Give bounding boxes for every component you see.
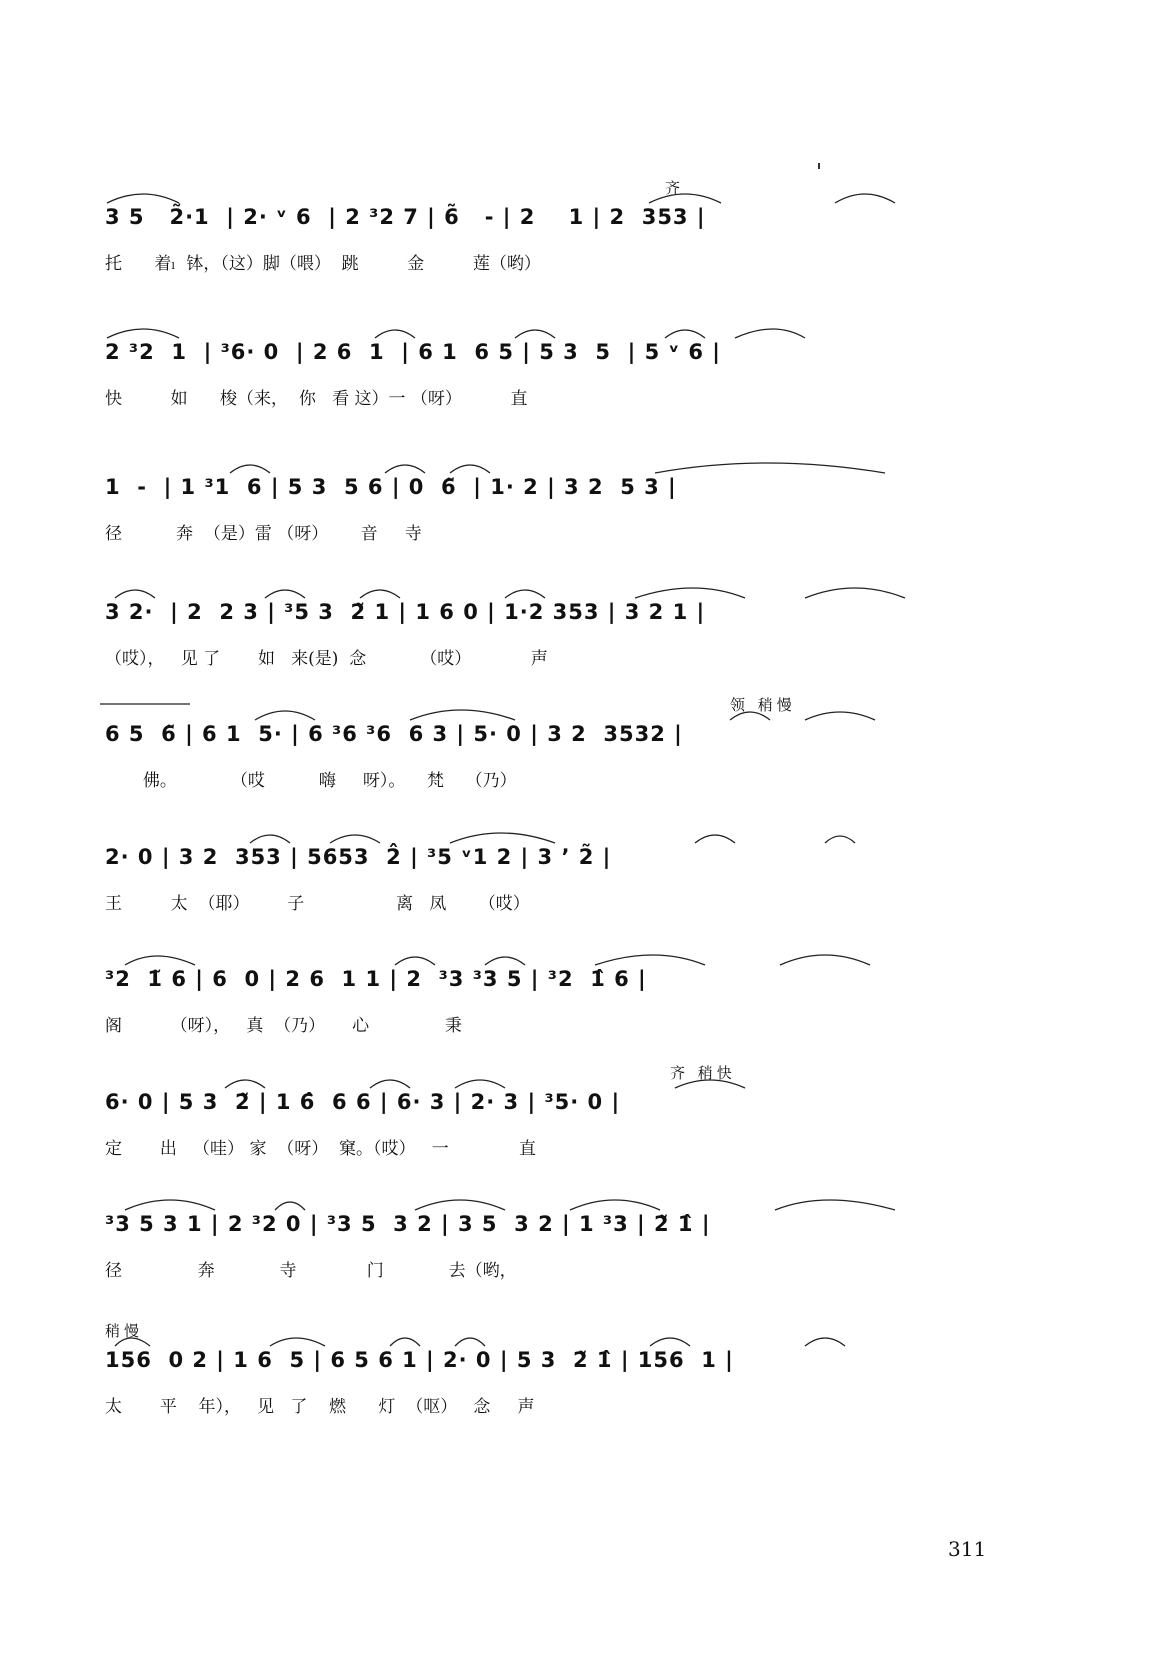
lyrics: 定 出 （哇） 家 （呀） 窠。（哎） 一 直: [105, 1139, 537, 1159]
jianpu-notes: ³3 5 3 1 | 2 ³2 0 | ³3 5 3 2 | 3 5 3 2 | 1 ³3 | 2̃ 1̂ |: [105, 1212, 711, 1236]
lyrics: 太 平 年）， 见 了 燃 灯 （呕） 念 声: [105, 1397, 535, 1417]
staff-line-3: [105, 475, 995, 595]
jianpu-notes: ³2 1̃ 6 | 6 0 | 2 6 1 1 | 2 ³3 ³3 5 | ³2 1̂ 6 |: [105, 967, 647, 991]
performance-mark: 稍慢: [105, 1322, 144, 1340]
slur-marks: [105, 318, 995, 342]
jianpu-notes: 3 2· | 2 2 3 | ³5 3 2̃ 1 | 1 6 0 | 1·2 353 | 3 2 1 |: [105, 600, 706, 624]
slur-marks: [105, 700, 995, 724]
jianpu-notes: 156 0 2 | 1 6 5 | 6 5 6 1 | 2· 0 | 5 3 2̃ 1̂ | 156 1 |: [105, 1348, 734, 1372]
lyrics: 快 如 梭（来， 你 看 这）一 （呀） 直: [105, 389, 528, 409]
performance-mark: 齐 稍快: [670, 1064, 736, 1082]
jianpu-notes: 2· 0 | 3 2 353 | 5653 2̂ | ³5 ᵛ1 2 | 3 ʼ 2̃ |: [105, 845, 612, 869]
performance-mark: 齐: [665, 179, 685, 197]
lyrics: 佛。 （哎 嗨 呀）。 梵 （乃）: [105, 771, 517, 791]
slur-marks: [105, 1068, 995, 1092]
jianpu-notes: 6 5 6̃ | 6 1 5· | 6 ³6 ³6 6 3 | 5· 0 | 3 2 3532 |: [105, 722, 683, 746]
slur-marks: [105, 183, 995, 207]
lyrics: 阁 （呀）， 真 （乃） 心 秉: [105, 1016, 462, 1036]
slur-marks: [105, 823, 995, 847]
slur-marks: [105, 578, 995, 602]
staff-line-1: [105, 179, 995, 325]
jianpu-notes: 3 5 2̃·1 | 2· ᵛ 6 | 2 ³2 7 | 6̃ - | 2 1 | 2 353 |: [105, 205, 706, 229]
performance-mark: 领 稍慢: [730, 696, 796, 714]
jianpu-notes: 1 - | 1 ³1 6 | 5 3 5 6 | 0 6̃ | 1· 2 | 3 2 5 3 |: [105, 475, 677, 499]
slur-marks: [105, 453, 995, 477]
lyrics: 王 太 （耶） 子 离 凤 （哎）: [105, 894, 530, 914]
slur-marks: [105, 1326, 995, 1350]
lyrics: （哎）， 见 了 如 来(是) 念 （哎） 声: [105, 649, 548, 669]
slur-marks: [105, 945, 995, 969]
slur-marks: [105, 1190, 995, 1214]
lyrics: 径 奔 （是）雷 （呀） 音 寺: [105, 524, 422, 544]
staff-line-2: [105, 340, 995, 460]
print-speck: [818, 163, 820, 169]
staff-line-9: [105, 1212, 995, 1332]
jianpu-notes: 2 ³2 1 | ³6· 0 | 2 6 1 | 6 1 6 5 | 5 3 5 | 5 ᵛ 6 |: [105, 340, 721, 364]
staff-line-10: [105, 1322, 995, 1468]
jianpu-notes: 6· 0 | 5 3 2̃ | 1 6̂ 6 6 | 6· 3 | 2· 3 | ³5· 0 |: [105, 1090, 621, 1114]
lyrics: 径 奔 寺 门 去（哟，: [105, 1261, 517, 1281]
page-number: 311: [948, 1537, 987, 1561]
lyrics: 托 着ₗ 钵，（这）脚（喂） 跳 金 莲（哟）: [105, 254, 541, 274]
